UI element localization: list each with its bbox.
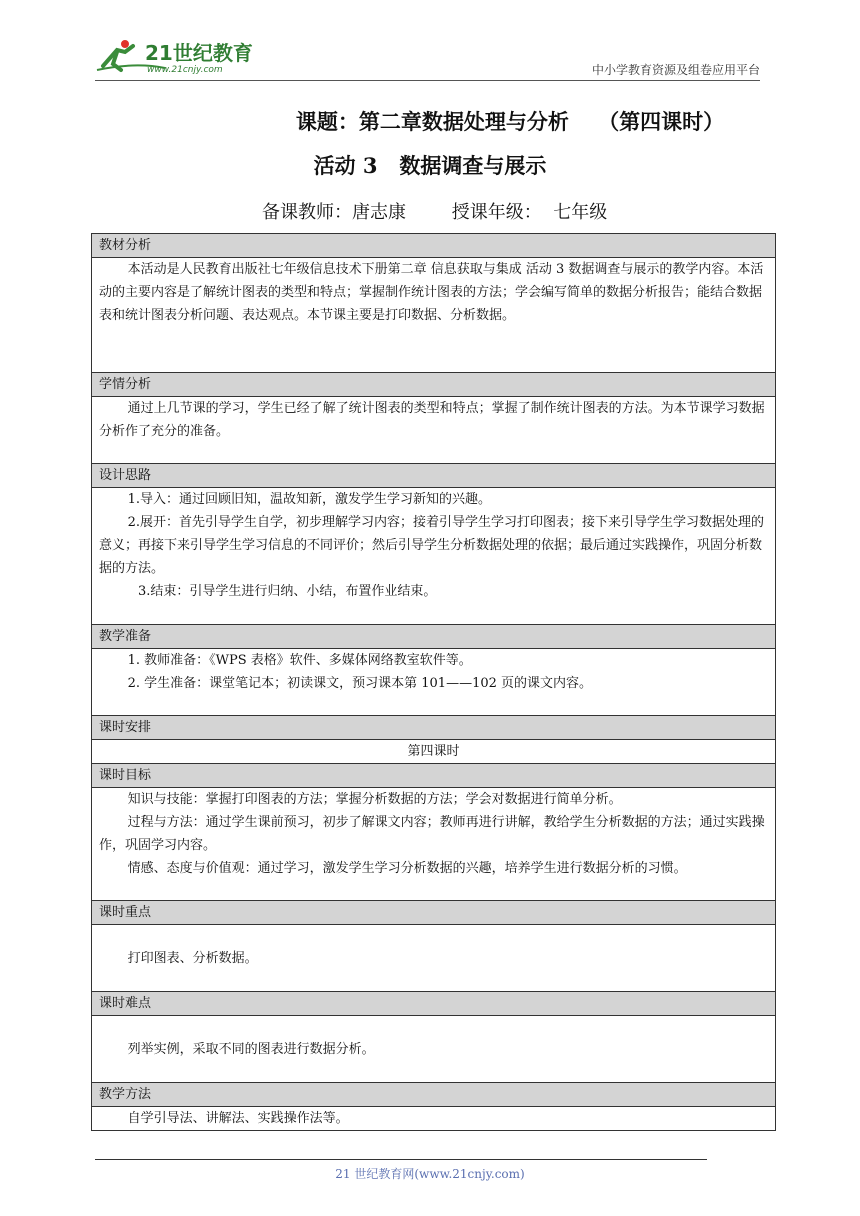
section-heading: 教学准备 [92, 625, 776, 649]
logo-21cnjy [95, 36, 265, 76]
section-body [92, 1107, 776, 1131]
footer-link[interactable]: 21 世纪教育网(www.21cnjy.com) [335, 1167, 525, 1181]
section-paragraph: 本活动是人民教育出版社七年级信息技术下册第二章 信息获取与集成 活动 3 数据调查与展示的教学内容。本活动的主要内容是了解统计图表的类型和特点；掌握制作统计图表的方法；学会编写简单的数据分析报告；能结合数据表和统计图表分析问题、表达观点。本节课主要是打印数据、分析数据。 [99, 262, 764, 323]
section-body [92, 258, 776, 373]
header-divider [95, 80, 760, 81]
section-paragraph: 列举实例，采取不同的图表进行数据分析。 [127, 1041, 375, 1057]
section-paragraph: 2.展开：首先引导学生自学，初步理解学习内容；接着引导学生学习打印图表；接下来引导学生学习数据处理的意义；再接下来引导学生学习信息的不同评价；然后引导学生分析数据处理的依据；最后通过实践操作，巩固分析数据的方法。 [99, 515, 764, 576]
logo-subtext: www.21cnjy.com [147, 65, 223, 75]
lesson-title: 课题：第二章数据处理与分析 （第四课时） [295, 109, 725, 134]
section-paragraph: 1. 教师准备：《WPS 表格》软件、多媒体网络教室软件等。 [127, 653, 472, 668]
section-heading: 课时目标 [92, 764, 776, 788]
section-body [92, 925, 776, 992]
section-paragraph: 过程与方法：通过学生课前预习，初步了解课文内容；教师再进行讲解，教给学生分析数据的方法；通过实践操作，巩固学习内容。 [99, 815, 765, 853]
section-paragraph: 打印图表、分析数据。 [127, 950, 258, 966]
lesson-plan-table [91, 233, 776, 1131]
logo-text: 21世纪教育 [145, 41, 253, 65]
section-heading: 学情分析 [92, 373, 776, 397]
page-header [95, 30, 760, 82]
section-paragraph: 1.导入：通过回顾旧知，温故知新，激发学生学习新知的兴趣。 [127, 492, 491, 507]
section-body [92, 1016, 776, 1083]
section-paragraph: 3.结束：引导学生进行归纳、小结，布置作业结束。 [138, 584, 437, 599]
section-heading: 课时安排 [92, 716, 776, 740]
section-body [92, 488, 776, 625]
section-paragraph: 自学引导法、讲解法、实践操作法等。 [127, 1111, 349, 1126]
section-paragraph: 知识与技能：掌握打印图表的方法；掌握分析数据的方法；学会对数据进行简单分析。 [127, 792, 622, 807]
teacher-grade-line: 备课教师：唐志康 授课年级： 七年级 [262, 202, 608, 223]
section-heading: 课时重点 [92, 901, 776, 925]
section-paragraph: 情感、态度与价值观：通过学习，激发学生学习分析数据的兴趣，培养学生进行数据分析的习惯。 [127, 861, 687, 876]
footer-divider [95, 1159, 707, 1160]
section-heading: 课时难点 [92, 992, 776, 1016]
platform-name: 中小学教育资源及组卷应用平台 [591, 63, 760, 77]
section-body [92, 788, 776, 901]
section-heading: 教学方法 [92, 1083, 776, 1107]
section-paragraph: 2. 学生准备：课堂笔记本；初读课文，预习课本第 101——102 页的课文内容。 [127, 676, 593, 691]
section-body [92, 397, 776, 464]
section-heading: 设计思路 [92, 464, 776, 488]
section-body [92, 649, 776, 716]
activity-title: 活动 3 数据调查与展示 [313, 153, 547, 178]
section-paragraph: 通过上几节课的学习，学生已经了解了统计图表的类型和特点；掌握了制作统计图表的方法。为本节课学习数据分析作了充分的准备。 [99, 401, 765, 439]
class-period: 第四课时 [92, 740, 776, 764]
section-heading: 教材分析 [92, 234, 776, 258]
